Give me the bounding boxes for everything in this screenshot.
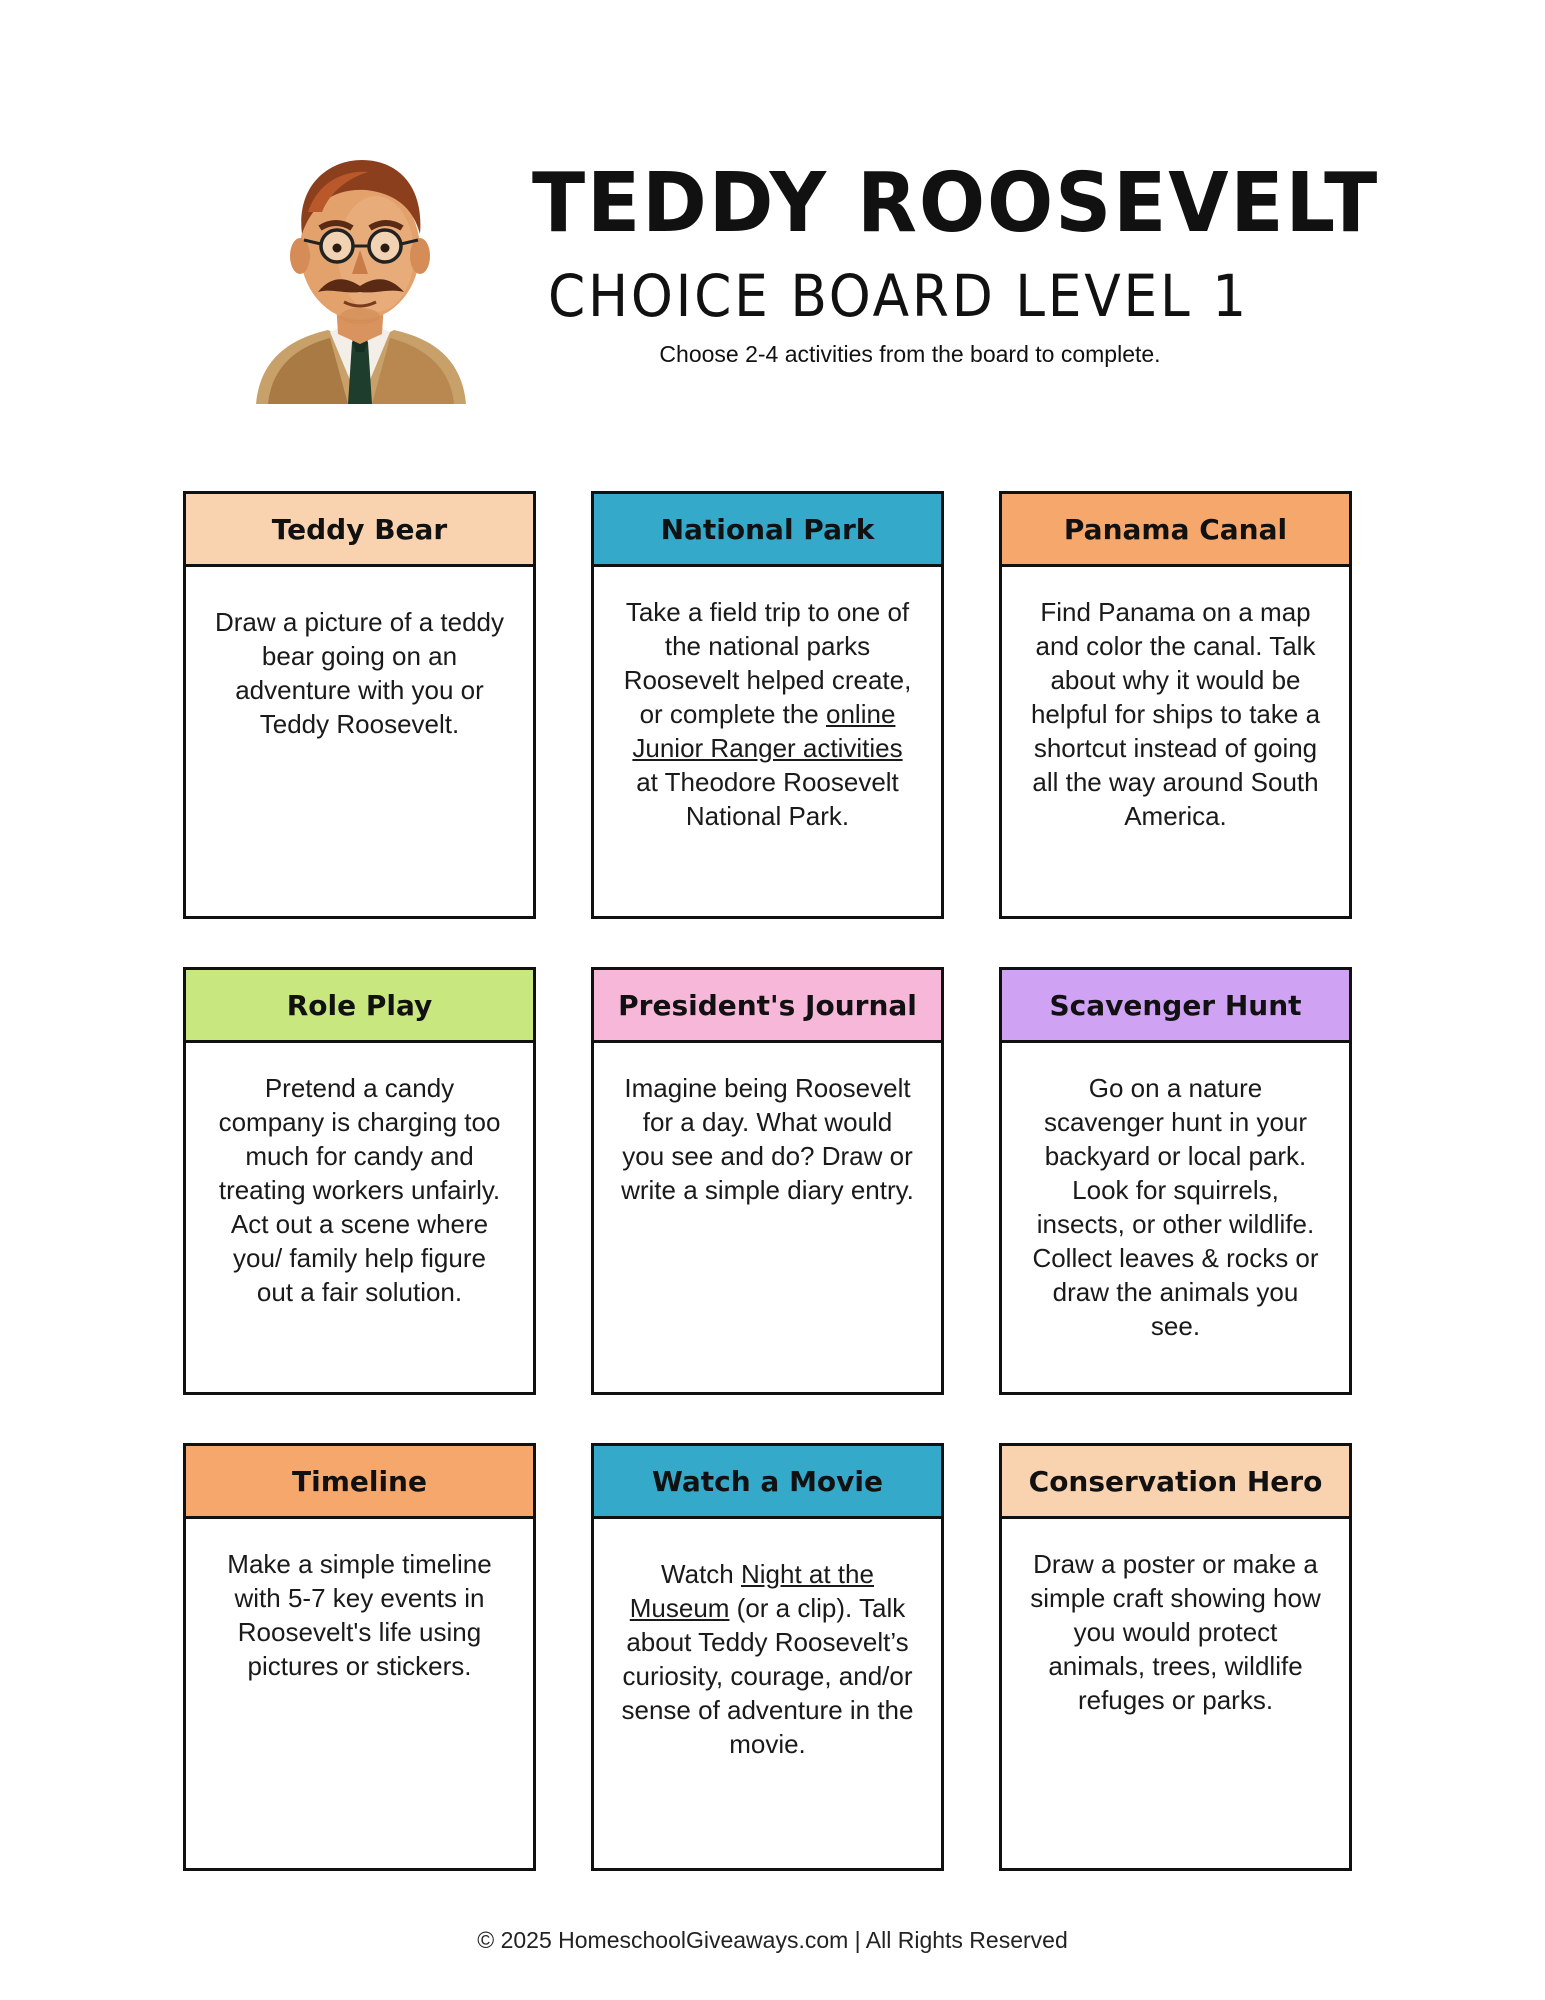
card-panama-canal xyxy=(999,491,1352,919)
copyright-footer: © 2025 HomeschoolGiveaways.com | All Rights Reserved xyxy=(477,1927,1068,1953)
card-scavenger-hunt xyxy=(999,967,1352,1395)
card-title: Scavenger Hunt xyxy=(1002,970,1349,1043)
card-presidents-journal xyxy=(591,967,944,1395)
card-text: Watch Night at the Museum (or a clip). Talk about Teddy Roosevelt’s curiosity, courage, and/or sense of adventure in the movie. xyxy=(621,1559,914,1759)
card-title: Panama Canal xyxy=(1002,494,1349,567)
card-title: Role Play xyxy=(186,970,533,1043)
card-title: National Park xyxy=(594,494,941,567)
teddy-roosevelt-portrait-icon xyxy=(248,142,472,404)
choice-board xyxy=(183,491,1357,1879)
card-timeline xyxy=(183,1443,536,1871)
night-at-the-museum-link[interactable]: Night at the Museum xyxy=(629,1559,874,1623)
card-title: Teddy Bear xyxy=(186,494,533,567)
card-teddy-bear xyxy=(183,491,536,919)
page-title: TEDDY ROOSEVELT xyxy=(532,156,1380,251)
card-role-play xyxy=(183,967,536,1395)
card-text: Take a field trip to one of the national parks Roosevelt helped create, or complete the online Junior Ranger activities at Theodore Roosevelt National Park. xyxy=(623,597,912,831)
card-text: Go on a nature scavenger hunt in your backyard or local park. Look for squirrels, insects, or other wildlife. Collect leaves & rocks or draw the animals you see. xyxy=(1032,1073,1319,1341)
card-text: Pretend a candy company is charging too much for candy and treating workers unfairly. Act out a scene where you/ family help figure out a fair solution. xyxy=(218,1073,501,1307)
card-title: Conservation Hero xyxy=(1002,1446,1349,1519)
junior-ranger-link[interactable]: online Junior Ranger activities xyxy=(632,699,903,763)
card-text: Make a simple timeline with 5-7 key events in Roosevelt's life using pictures or stickers. xyxy=(227,1549,492,1681)
card-title: President's Journal xyxy=(594,970,941,1043)
card-title: Watch a Movie xyxy=(594,1446,941,1519)
card-watch-a-movie xyxy=(591,1443,944,1871)
card-text: Find Panama on a map and color the canal. Talk about why it would be helpful for ships to take a shortcut instead of going all the way around South America. xyxy=(1030,597,1321,831)
card-title: Timeline xyxy=(186,1446,533,1519)
card-national-park xyxy=(591,491,944,919)
card-text: Draw a poster or make a simple craft showing how you would protect animals, trees, wildlife refuges or parks. xyxy=(1030,1549,1321,1715)
card-text: Draw a picture of a teddy bear going on an adventure with you or Teddy Roosevelt. xyxy=(214,607,505,739)
card-text: Imagine being Roosevelt for a day. What would you see and do? Draw or write a simple diary entry. xyxy=(621,1073,914,1205)
page-subtitle: CHOICE BOARD LEVEL 1 xyxy=(548,262,1249,330)
instructions-text: Choose 2-4 activities from the board to complete. xyxy=(659,341,1161,367)
card-conservation-hero xyxy=(999,1443,1352,1871)
